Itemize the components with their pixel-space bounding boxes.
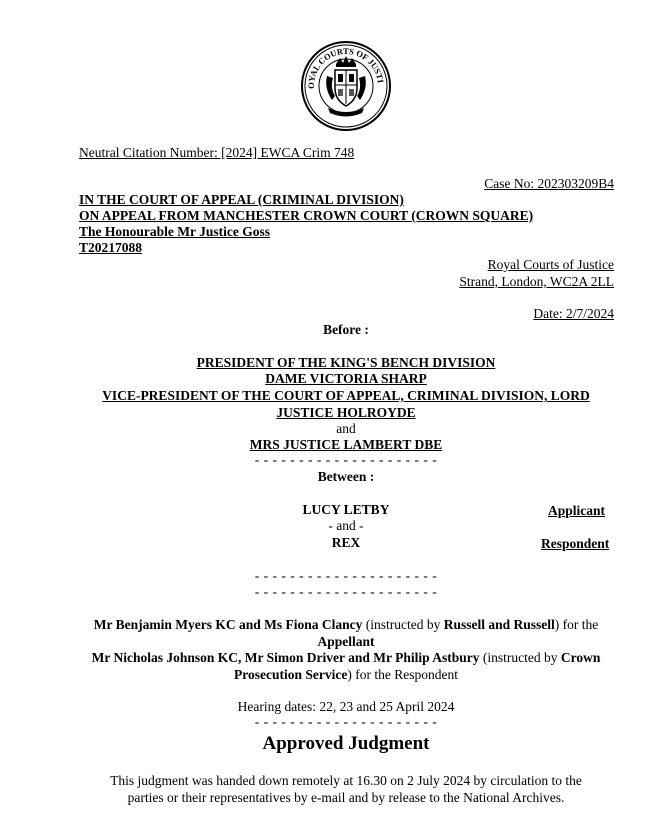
bench-line-4: JUSTICE HOLROYDE <box>276 405 416 420</box>
bench-line-1: PRESIDENT OF THE KING'S BENCH DIVISION <box>196 355 496 370</box>
respondent-name: REX <box>331 535 361 550</box>
before-label: Before : <box>323 322 369 337</box>
neutral-citation: Neutral Citation Number: [2024] EWCA Crim 748 <box>79 145 355 160</box>
counsel-appellant <box>60 617 632 650</box>
counsel-respondent <box>60 650 632 683</box>
respondent-role: Respondent <box>541 536 610 551</box>
court-line-1: IN THE COURT OF APPEAL (CRIMINAL DIVISION) <box>79 192 404 207</box>
judgment-date: Date: 2/7/2024 <box>533 306 614 321</box>
bench-line-3: VICE-PRESIDENT OF THE COURT OF APPEAL, CRIMINAL DIVISION, LORD <box>102 388 590 403</box>
respondent-solicitors-1: Crown <box>560 650 601 665</box>
separator-1: - - - - - - - - - - - - - - - - - - - - - <box>254 452 438 467</box>
case-number: Case No: 202303209B4 <box>484 176 614 191</box>
hearing-dates: Hearing dates: 22, 23 and 25 April 2024 <box>237 699 455 714</box>
appellant-label: Appellant <box>317 633 375 649</box>
royal-courts-crest-icon <box>300 40 392 132</box>
between-label: Between : <box>317 469 375 484</box>
lower-court-reference: T20217088 <box>79 240 143 255</box>
judgment-title: Approved Judgment <box>262 733 430 754</box>
handed-down-line-1: This judgment was handed down remotely at 16.30 on 2 July 2024 by circulation to the <box>110 773 582 788</box>
respondent-instructed-by: (instructed by <box>479 650 561 665</box>
crest-text: OYAL COURTS OF JUSTI <box>305 45 386 89</box>
court-line-2: ON APPEAL FROM MANCHESTER CROWN COURT (CROWN SQUARE) <box>79 208 534 223</box>
separator-3: - - - - - - - - - - - - - - - - - - - - - <box>254 584 438 599</box>
separator-4: - - - - - - - - - - - - - - - - - - - - - <box>254 714 438 729</box>
applicant-name: LUCY LETBY <box>302 502 390 517</box>
respondent-counsel-names: Mr Nicholas Johnson KC, Mr Simon Driver and Mr Philip Astbury <box>91 650 480 665</box>
bench-and: and <box>336 421 356 436</box>
separator-2: - - - - - - - - - - - - - - - - - - - - - <box>254 568 438 583</box>
trial-judge: The Honourable Mr Justice Goss <box>79 224 271 239</box>
respondent-for-the: ) for the Respondent <box>347 666 458 682</box>
appellant-instructed-by: (instructed by <box>362 617 444 632</box>
appellant-for-the: ) for the <box>554 617 599 632</box>
bench-line-2: DAME VICTORIA SHARP <box>265 371 427 386</box>
venue-line-1: Royal Courts of Justice <box>487 257 614 272</box>
handed-down-line-2: parties or their representatives by e-mail and by release to the National Archives. <box>127 790 565 805</box>
applicant-role: Applicant <box>548 503 606 518</box>
parties-and: - and - <box>328 518 364 533</box>
venue-line-2: Strand, London, WC2A 2LL <box>459 274 614 289</box>
respondent-solicitors-2: Prosecution Service <box>234 666 348 682</box>
appellant-solicitors: Russell and Russell <box>443 617 555 632</box>
appellant-counsel-names: Mr Benjamin Myers KC and Ms Fiona Clancy <box>93 617 363 632</box>
bench-line-5: MRS JUSTICE LAMBERT DBE <box>249 437 443 452</box>
